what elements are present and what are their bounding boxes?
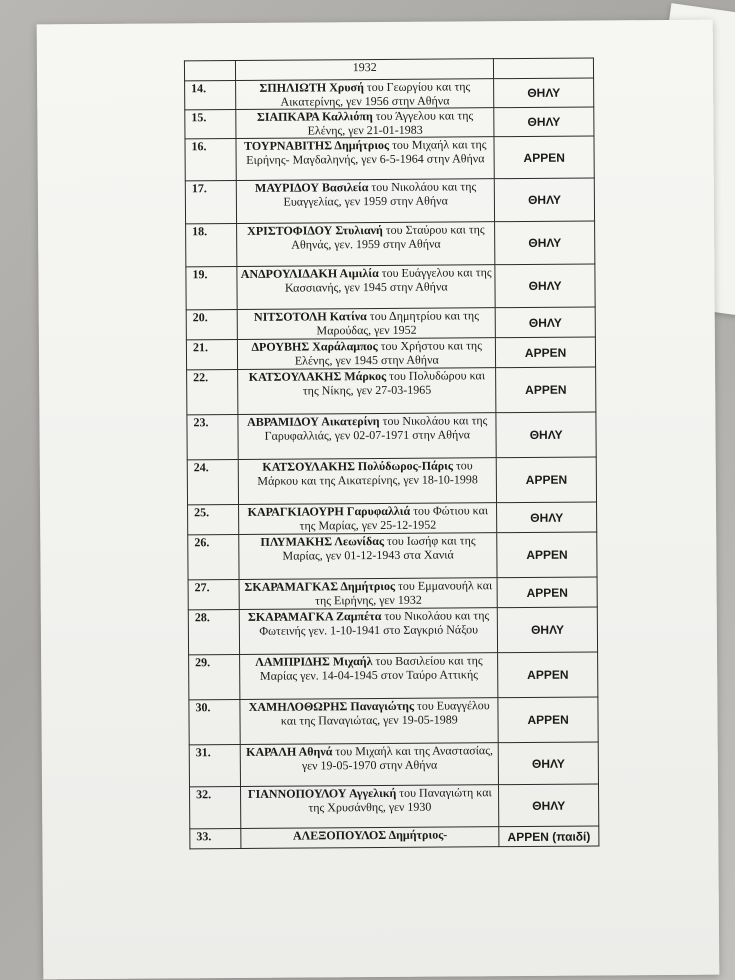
gender-cell: ΘΗΛΥ <box>495 307 595 338</box>
gender-cell: ΑΡΡΕΝ <box>496 367 596 413</box>
table-row <box>188 577 597 610</box>
table-row <box>187 367 596 415</box>
gender-cell: ΑΡΡΕΝ <box>498 697 598 743</box>
row-number: 16. <box>185 138 237 180</box>
row-number: 22. <box>187 369 239 414</box>
person-name: ΠΛΥΜΑΚΗΣ Λεωνίδας <box>260 533 385 549</box>
table-row <box>185 107 594 139</box>
person-details: του Μιχαήλ και της Ειρήνης- Μαγδαληνής, γεν 6-5-1964 στην Αθήνα <box>246 137 487 167</box>
person-details: του Μάρκου και της Αικατερίνης, γεν 18-10-1998 <box>257 458 478 488</box>
row-number: 27. <box>188 579 240 609</box>
person-name: ΑΛΕΞΟΠΟΥΛΟΣ Δημήτριος- <box>292 827 448 843</box>
person-description <box>236 79 494 110</box>
row-number: 15. <box>185 109 237 138</box>
table-row <box>185 178 594 224</box>
gender-cell: ΘΗΛΥ <box>495 264 595 308</box>
records-table-body <box>184 58 598 849</box>
person-name: ΣΚΑΡΑΜΑΓΚΑ Ζαμπέτα <box>247 608 382 624</box>
row-number: 14. <box>185 80 237 109</box>
row-number: 17. <box>185 180 237 223</box>
row-number: 18. <box>186 223 238 266</box>
table-row <box>190 826 599 849</box>
row-number: 30. <box>189 699 241 744</box>
row-number: 21. <box>186 339 238 369</box>
table-row <box>185 136 594 181</box>
person-details: του Βασιλείου και της Μαρίας γεν. 14-04-1945 στον Ταύρο Αττικής <box>259 653 483 683</box>
person-description <box>238 413 496 460</box>
person-description <box>236 137 494 181</box>
table-row <box>188 502 597 535</box>
person-description <box>240 698 498 745</box>
person-name: ΧΡΙΣΤΟΦΙΔΟΥ Στυλιανή <box>247 222 383 238</box>
person-name: ΚΑΡΑΓΚΙΑΟΥΡΗ Γαρυφαλλιά <box>247 503 411 519</box>
person-description <box>237 222 495 267</box>
person-description <box>237 265 495 310</box>
table-row <box>188 532 597 580</box>
person-name: ΝΙΤΣΟΤΟΛΗ Κατίνα <box>253 309 367 324</box>
gender-cell: ΑΡΡΕΝ <box>497 577 597 608</box>
gender-cell: ΘΗΛΥ <box>494 78 594 108</box>
person-name: ΣΚΑΡΑΜΑΓΚΑΣ Δημήτριος <box>244 578 396 594</box>
gender-cell: ΘΗΛΥ <box>498 742 598 785</box>
row-number: 24. <box>187 459 239 504</box>
row-number: 31. <box>189 744 241 786</box>
gender-cell: ΘΗΛΥ <box>497 607 597 653</box>
person-details: 1932 <box>352 59 377 75</box>
table-row <box>190 784 599 829</box>
person-description <box>239 578 497 610</box>
person-details: του Σταύρου και της Αθηνάς, γεν. 1959 στην Αθήνα <box>291 222 485 252</box>
gender-cell: ΑΡΡΕΝ <box>498 652 598 698</box>
person-description <box>238 368 496 415</box>
table-row <box>189 652 598 700</box>
person-details: του Ευάγγελου και της Κασσιανής, γεν 1945 στην Αθήνα <box>284 265 492 295</box>
row-number: 19. <box>186 266 238 309</box>
row-number: 20. <box>186 309 238 339</box>
person-name: ΧΑΜΗΛΟΘΩΡΗΣ Παναγιώτης <box>248 698 415 714</box>
table-row <box>185 78 594 110</box>
person-name: ΣΙΑΠΚΑΡΑ Καλλιόπη <box>256 109 373 124</box>
gender-cell: ΘΗΛΥ <box>494 178 594 222</box>
table-row <box>186 264 595 310</box>
table-row <box>184 58 593 81</box>
gender-cell: ΘΗΛΥ <box>494 107 594 137</box>
table-row <box>186 337 595 370</box>
document-page <box>37 20 720 980</box>
person-details: του Φώτιου και της Μαρίας, γεν 25-12-1952 <box>299 503 489 533</box>
person-description <box>241 743 499 787</box>
person-details: του Χρήστου και της Ελένης, γεν 1945 στην Αθήνα <box>294 338 482 368</box>
person-name: ΔΡΟΥΒΗΣ Χαράλαμπος <box>251 338 378 354</box>
table-row <box>186 307 595 340</box>
table-row <box>187 412 596 460</box>
person-name: ΑΒΡΑΜΙΔΟΥ Αικατερίνη <box>247 413 380 429</box>
gender-cell: ΑΡΡΕΝ <box>494 136 594 179</box>
row-number: 32. <box>190 786 242 828</box>
person-details: του Εμμανουήλ και της Ειρήνης, γεν 1932 <box>315 578 493 608</box>
row-number: 33. <box>190 828 241 848</box>
person-details: του Νικολάου και της Φωτεινής γεν. 1-10-1941 στο Σαγκριό Νάξου <box>259 608 490 638</box>
person-description <box>236 108 494 139</box>
person-description <box>236 59 494 81</box>
row-number: 29. <box>189 654 241 699</box>
person-description <box>241 785 499 829</box>
person-details: του Μιχαήλ και της Αναστασίας, γεν 19-05-1970 στην Αθήνα <box>301 743 494 773</box>
person-details: του Παναγιώτη και της Χρυσάνθης, γεν 1930 <box>308 785 492 815</box>
person-description <box>239 533 497 580</box>
person-description <box>240 653 498 700</box>
person-details: του Νικολάου και της Γαρυφαλλιάς, γεν 02-07-1971 στην Αθήνα <box>264 413 488 443</box>
gender-cell: ΘΗΛΥ <box>497 502 597 533</box>
person-name: ΤΟΥΡΝΑΒΙΤΗΣ Δημήτριος <box>244 137 390 153</box>
gender-cell: ΑΡΡΕΝ <box>496 337 596 368</box>
person-description <box>237 179 495 224</box>
person-details: του Πολυδώρου και της Νίκης, γεν 27-03-1965 <box>302 368 486 398</box>
row-number: 23. <box>187 414 239 459</box>
gender-cell: ΑΡΡΕΝ <box>496 457 596 503</box>
person-name: ΚΑΡΑΛΗ Αθηνά <box>246 744 333 759</box>
table-row <box>186 221 595 267</box>
row-number <box>184 60 235 80</box>
row-number: 25. <box>188 504 240 534</box>
row-number: 28. <box>188 609 240 654</box>
person-name: ΑΝΔΡΟΥΛΙΔΑΚΗ Αιμιλία <box>240 265 379 281</box>
row-number: 26. <box>188 534 240 579</box>
gender-cell <box>494 58 594 79</box>
person-description <box>239 458 497 505</box>
person-details: του Ιωσήφ και της Μαρίας, γεν 01-12-1943 στα Χανιά <box>282 533 476 563</box>
person-name: ΜΑΥΡΙΔΟΥ Βασιλεία <box>254 180 369 195</box>
person-description <box>240 608 498 655</box>
person-name: ΚΑΤΣΟΥΛΑΚΗΣ Πολύδωρος-Πάρις <box>262 458 453 474</box>
gender-cell: ΘΗΛΥ <box>499 784 599 827</box>
person-details: του Γεωργίου και της Αικατερίνης, γεν 1956 στην Αθήνα <box>280 79 471 109</box>
gender-cell: ΘΗΛΥ <box>495 221 595 265</box>
person-description <box>239 503 497 535</box>
records-table <box>184 57 599 849</box>
person-description <box>238 338 496 370</box>
table-row <box>187 457 596 505</box>
table-row <box>189 742 598 787</box>
gender-cell: ΘΗΛΥ <box>496 412 596 458</box>
person-details: του Δημητρίου και της Μαρούδας, γεν 1952 <box>316 308 479 338</box>
person-name: ΓΙΑΝΝΟΠΟΥΛΟΥ Αγγελική <box>247 785 397 801</box>
person-name: ΣΠΗΛΙΩΤΗ Χρυσή <box>259 80 364 95</box>
person-details: του Νικολάου και της Ευαγγελίας, γεν 1959 στην Αθήνα <box>283 179 477 209</box>
table-row <box>188 607 597 655</box>
person-details: του Ευαγγέλου και της Παναγιώτας, γεν 19-05-1989 <box>280 698 490 728</box>
person-description <box>241 827 499 849</box>
table-row <box>189 697 598 745</box>
gender-cell: ΑΡΡΕΝ (παιδί) <box>499 826 599 847</box>
person-name: ΛΑΜΠΡΙΔΗΣ Μιχαήλ <box>255 654 373 669</box>
person-details: του Άγγελου και της Ελένης, γεν 21-01-1983 <box>307 108 474 138</box>
gender-cell: ΑΡΡΕΝ <box>497 532 597 578</box>
person-description <box>238 308 496 340</box>
person-name: ΚΑΤΣΟΥΛΑΚΗΣ Μάρκος <box>248 368 387 384</box>
